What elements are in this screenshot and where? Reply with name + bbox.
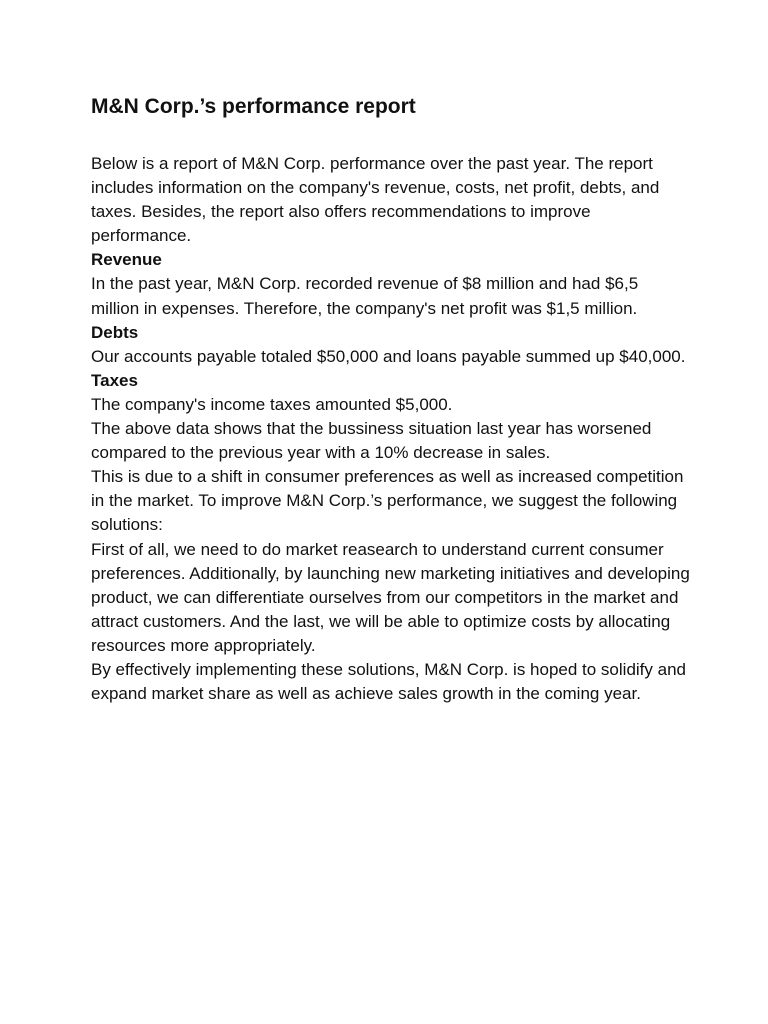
body-paragraph: First of all, we need to do market reasearch to understand current consumer preferences. Additionally, by launching new marketing initiatives and developing product, we can differentiate ourselves from our competitors in the market and attract customers. And the last, we will be able to optimize costs by allocating resources more appropriately. [91,539,690,655]
section-heading-debts: Debts [91,322,139,342]
document-title: M&N Corp.’s performance report [91,95,416,118]
section-text-taxes: The company's income taxes amounted $5,000. [91,394,453,414]
intro-paragraph: Below is a report of M&N Corp. performance over the past year. The report includes information on the company's revenue, costs, net profit, debts, and taxes. Besides, the report also offers recommendations to improve performance. [91,154,660,246]
section-heading-taxes: Taxes [91,370,138,390]
section-heading-revenue: Revenue [91,250,162,270]
body-paragraph: This is due to a shift in consumer preferences as well as increased competition in the market. To improve M&N Corp.’s performance, we suggest the following solutions: [91,467,684,535]
section-text-debts: Our accounts payable totaled $50,000 and loans payable summed up $40,000. [91,346,686,366]
body-paragraph: By effectively implementing these solutions, M&N Corp. is hoped to solidify and expand market share as well as achieve sales growth in the coming year. [91,659,686,704]
document-body [91,152,691,706]
body-paragraph: The above data shows that the bussiness situation last year has worsened compared to the previous year with a 10% decrease in sales. [91,419,652,463]
section-text-revenue: In the past year, M&N Corp. recorded revenue of $8 million and had $6,5 million in expenses. Therefore, the company's net profit was $1,5 million. [91,274,639,318]
